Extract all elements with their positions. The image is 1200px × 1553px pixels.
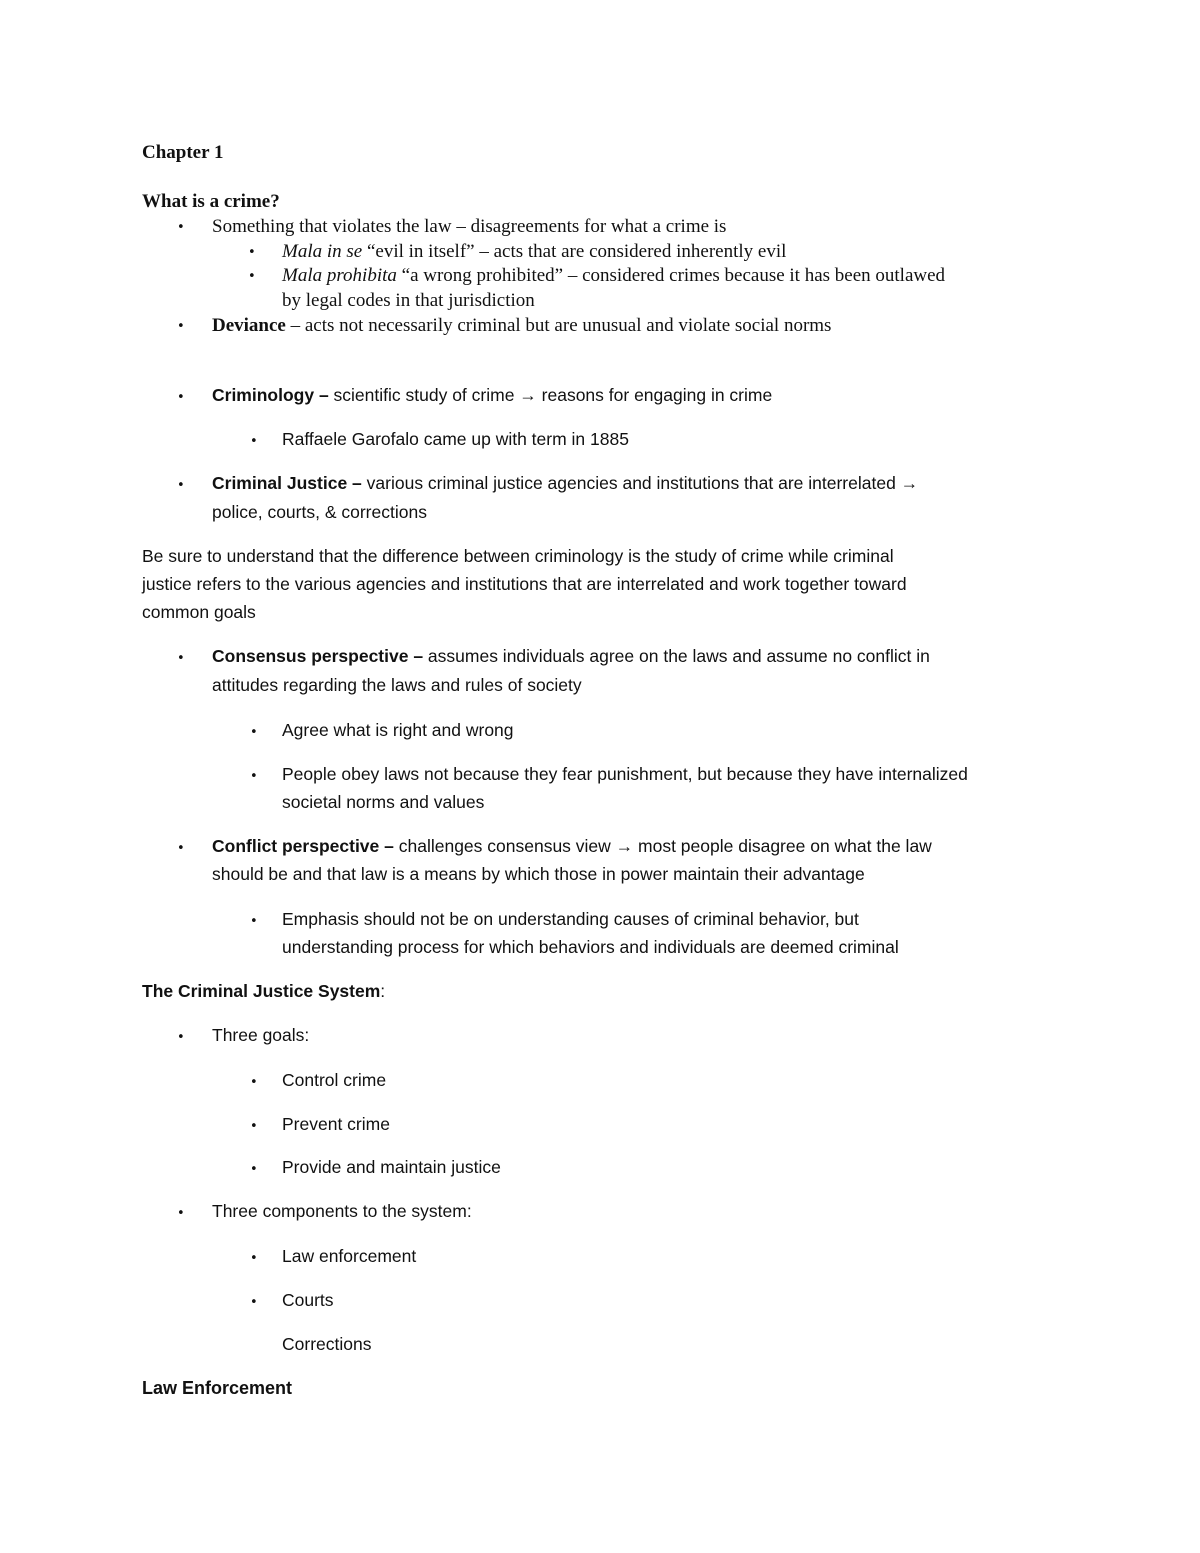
- bullet-text-continued: understanding process for which behaviors and individuals are deemed criminal: [282, 937, 899, 957]
- bullet-text: Conflict perspective – challenges consensus view → most people disagree on what the law: [212, 836, 932, 856]
- term-deviance: Deviance: [212, 315, 286, 336]
- bullet-text-continued: societal norms and values: [282, 792, 485, 812]
- bullet-marker: •: [177, 478, 185, 493]
- bullet-marker: •: [177, 651, 185, 666]
- term-conflict-perspective: Conflict perspective –: [212, 836, 399, 856]
- list-item: Courts: [282, 1290, 334, 1310]
- section-heading-what-is-crime: What is a crime?: [142, 191, 280, 212]
- bullet-text: Agree what is right and wrong: [282, 720, 514, 740]
- bullet-text: Criminal Justice – various criminal justice agencies and institutions that are interrelated →: [212, 473, 919, 493]
- bullet-marker: •: [248, 245, 256, 260]
- bullet-marker: •: [250, 769, 258, 784]
- bullet-marker: •: [177, 220, 185, 235]
- bullet-marker: •: [250, 1251, 258, 1266]
- bullet-text: Mala prohibita “a wrong prohibited” – considered crimes because it has been outlawed: [282, 265, 946, 286]
- bullet-marker: •: [250, 725, 258, 740]
- section-heading-cjs: The Criminal Justice System:: [142, 981, 386, 1001]
- note-paragraph-line: Be sure to understand that the difference between criminology is the study of crime while criminal: [142, 546, 894, 566]
- bullet-text: Criminology – scientific study of crime → reasons for engaging in crime: [212, 385, 773, 405]
- term-mala-in-se: Mala in se: [282, 241, 363, 262]
- bullet-text-continued: by legal codes in that jurisdiction: [282, 290, 535, 311]
- term-criminal-justice: Criminal Justice –: [212, 473, 367, 493]
- bullet-text: Three components to the system:: [212, 1201, 472, 1221]
- list-item: Control crime: [282, 1070, 387, 1090]
- bullet-marker: •: [177, 1206, 185, 1221]
- bullet-marker: •: [177, 1030, 185, 1045]
- bullet-text: Something that violates the law – disagreements for what a crime is: [212, 216, 727, 237]
- bullet-marker: •: [248, 269, 256, 284]
- list-item: Prevent crime: [282, 1114, 390, 1134]
- list-item: Corrections: [282, 1334, 372, 1354]
- bullet-text-continued: police, courts, & corrections: [212, 502, 427, 522]
- bullet-text-continued: attitudes regarding the laws and rules of society: [212, 675, 582, 695]
- bullet-marker: •: [250, 1295, 258, 1310]
- bullet-marker: •: [250, 1075, 258, 1090]
- bullet-marker: •: [177, 841, 185, 856]
- term-criminology: Criminology –: [212, 385, 334, 405]
- bullet-marker: •: [250, 434, 258, 449]
- term-mala-prohibita: Mala prohibita: [282, 265, 397, 286]
- bullet-text: Raffaele Garofalo came up with term in 1885: [282, 429, 629, 449]
- bullet-text: Three goals:: [212, 1025, 310, 1045]
- bullet-text-continued: should be and that law is a means by which those in power maintain their advantage: [212, 864, 865, 884]
- note-paragraph-line: common goals: [142, 602, 256, 622]
- bullet-marker: •: [250, 914, 258, 929]
- bullet-marker: •: [250, 1119, 258, 1134]
- list-item: Provide and maintain justice: [282, 1157, 501, 1177]
- list-item: Law enforcement: [282, 1246, 417, 1266]
- bullet-marker: •: [177, 390, 185, 405]
- term-consensus-perspective: Consensus perspective –: [212, 646, 428, 666]
- note-paragraph-line: justice refers to the various agencies and institutions that are interrelated and work together toward: [142, 574, 907, 594]
- bullet-marker: •: [250, 1162, 258, 1177]
- bullet-text: Deviance – acts not necessarily criminal but are unusual and violate social norms: [212, 315, 832, 336]
- bullet-text: Emphasis should not be on understanding causes of criminal behavior, but: [282, 909, 859, 929]
- bullet-text: Mala in se “evil in itself” – acts that are considered inherently evil: [282, 241, 787, 262]
- section-heading-law-enforcement: Law Enforcement: [142, 1378, 293, 1398]
- bullet-marker: •: [177, 319, 185, 334]
- chapter-title: Chapter 1: [142, 142, 224, 163]
- bullet-text: People obey laws not because they fear punishment, but because they have internalized: [282, 764, 968, 784]
- bullet-text: Consensus perspective – assumes individuals agree on the laws and assume no conflict in: [212, 646, 930, 666]
